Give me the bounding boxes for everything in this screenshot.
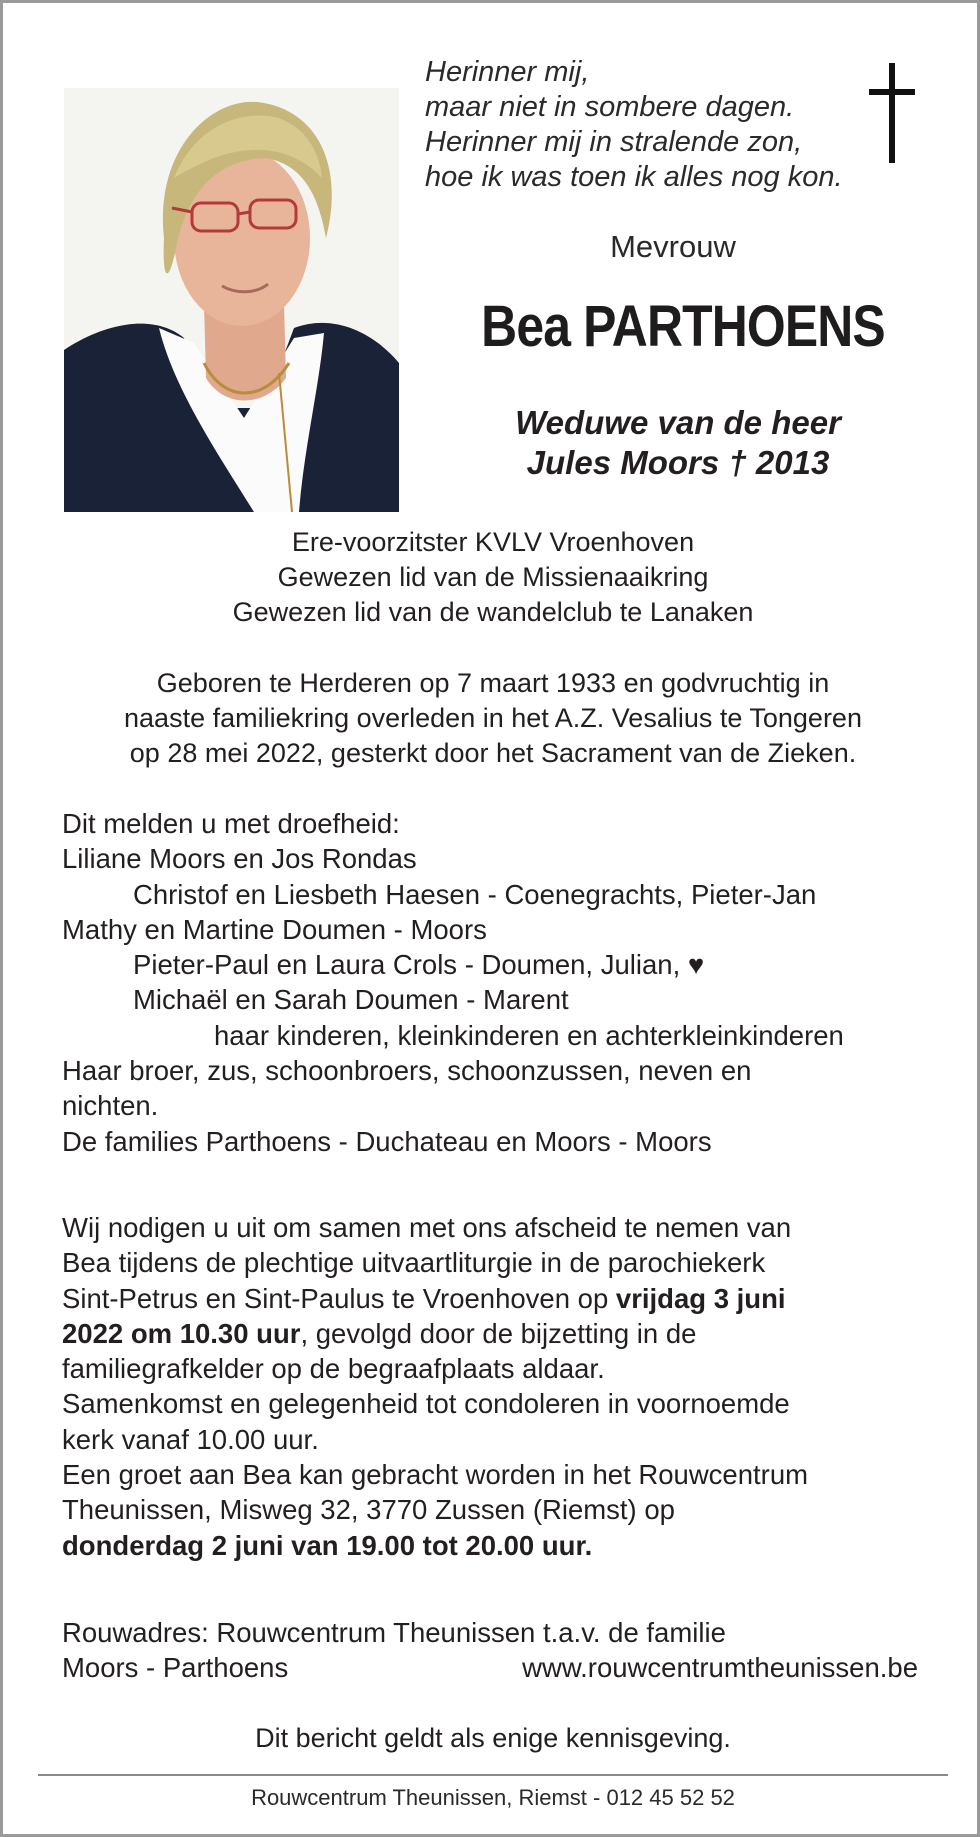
function-line: Gewezen lid van de Missienaaikring [277, 562, 709, 592]
notice: Dit bericht geldt als enige kennisgeving. [255, 1723, 731, 1753]
invite-text: , gevolgd door de bijzetting in de [300, 1317, 697, 1349]
poem-line: Herinner mij in stralende zon, [425, 126, 803, 158]
invite-line [62, 1316, 942, 1351]
functions [33, 525, 953, 630]
family-line: Michaël en Sarah Doumen - Marent [133, 984, 569, 1016]
family-intro: Dit melden u met droefheid: [62, 808, 400, 839]
divider [38, 1774, 948, 1776]
invite-line: kerk vanaf 10.00 uur. [62, 1423, 319, 1455]
address-line: Rouwadres: Rouwcentrum Theunissen t.a.v. de familie [62, 1617, 726, 1648]
invite-line: Samenkomst en gelegenheid tot condoleren in voornoemde [62, 1388, 790, 1420]
invite-line: Bea tijdens de plechtige uitvaartliturgie in de parochiekerk [62, 1247, 766, 1279]
latin-cross-icon [869, 63, 915, 163]
family-list [62, 806, 942, 1159]
family-line: Mathy en Martine Doumen - Moors [62, 913, 487, 945]
poem-line: hoe ik was toen ik alles nog kon. [425, 161, 843, 193]
birth-death-statement [33, 666, 953, 771]
visitation-time-text: donderdag 2 juni van 19.00 tot 20.00 uur. [62, 1529, 593, 1561]
birth-line: Geboren te Herderen op 7 maart 1933 en godvruchtig in [156, 668, 830, 698]
funeral-invitation [62, 1210, 942, 1563]
family-line: Christof en Liesbeth Haesen - Coenegrachts, Pieter-Jan [133, 878, 817, 910]
function-line: Gewezen lid van de wandelclub te Lanaken [232, 597, 754, 627]
family-line: Pieter-Paul en Laura Crols - Doumen, Julian, ♥ [133, 949, 705, 981]
poem [425, 55, 885, 195]
family-line: haar kinderen, kleinkinderen en achterkleinkinderen [214, 1019, 844, 1051]
invite-text: Sint-Petrus en Sint-Paulus te Vroenhoven op [62, 1282, 616, 1314]
invite-line: Een groet aan Bea kan gebracht worden in het Rouwcentrum [62, 1459, 809, 1491]
family-line: Liliane Moors en Jos Rondas [62, 843, 417, 875]
widow-line: Jules Moors † 2013 [526, 444, 830, 481]
widow-statement [433, 403, 923, 483]
birth-line: op 28 mei 2022, gesterkt door het Sacrament van de Zieken. [129, 738, 857, 768]
deceased-name: Bea PARTHOENS [481, 294, 885, 359]
family-line: Haar broer, zus, schoonbroers, schoonzussen, neven en [62, 1055, 752, 1087]
address-line: Moors - Parthoens [62, 1652, 289, 1683]
portrait-photo [64, 88, 399, 512]
function-line: Ere-voorzitster KVLV Vroenhoven [291, 527, 695, 557]
family-line: nichten. [62, 1090, 159, 1122]
mourning-address [62, 1615, 942, 1685]
widow-line: Weduwe van de heer [515, 404, 841, 441]
invite-line: familiegrafkelder op de begraafplaats aldaar. [62, 1353, 605, 1385]
invite-line [62, 1281, 942, 1316]
funeral-time: 2022 om 10.30 uur [62, 1317, 301, 1349]
visitation-time [62, 1528, 942, 1563]
family-line: De families Parthoens - Duchateau en Moors - Moors [62, 1125, 712, 1157]
website-link[interactable]: www.rouwcentrumtheunissen.be [522, 1652, 918, 1683]
honorific: Mevrouw [610, 229, 736, 264]
poem-line: maar niet in sombere dagen. [425, 91, 795, 123]
poem-line: Herinner mij, [425, 56, 590, 88]
invite-line: Theunissen, Misweg 32, 3770 Zussen (Riemst) op [62, 1494, 675, 1526]
invite-line: Wij nodigen u uit om samen met ons afscheid te nemen van [62, 1212, 792, 1243]
footer: Rouwcentrum Theunissen, Riemst - 012 45 52 52 [251, 1785, 735, 1810]
funeral-date: vrijdag 3 juni [615, 1282, 786, 1314]
birth-line: naaste familiekring overleden in het A.Z. Vesalius te Tongeren [124, 703, 862, 733]
address-row [62, 1650, 942, 1685]
